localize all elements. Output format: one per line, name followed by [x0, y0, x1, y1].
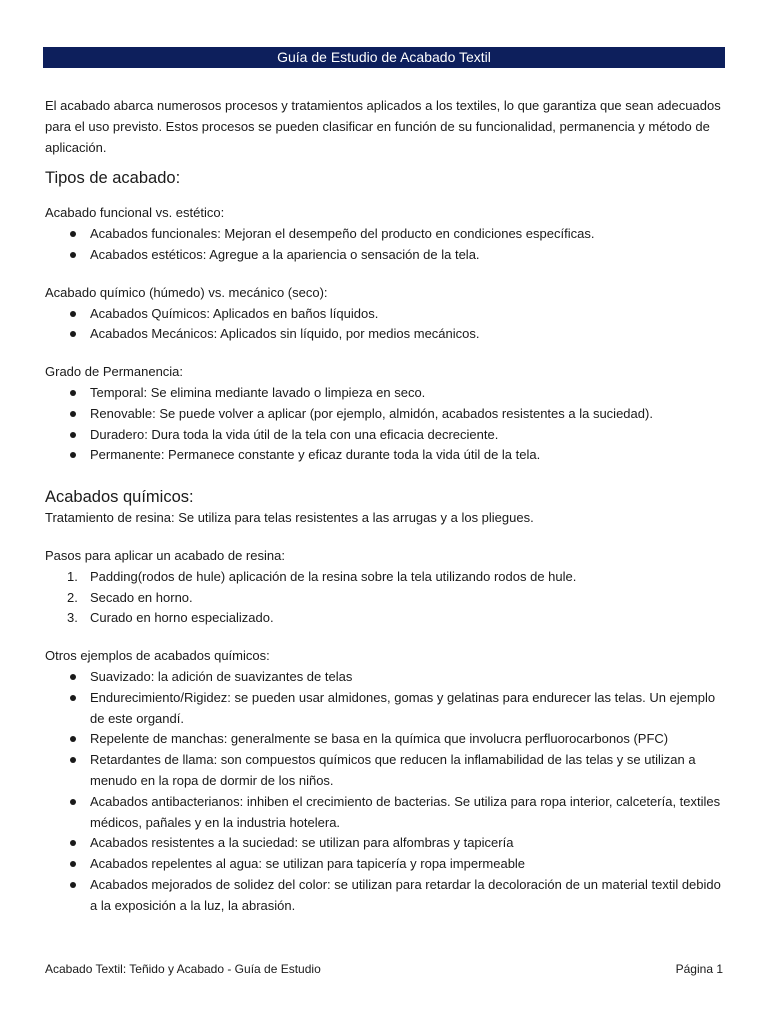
list-item: 3. Curado en horno especializado. — [45, 608, 721, 629]
step-number: 2. — [67, 589, 78, 605]
quimicos-heading: Acabados químicos: — [45, 488, 194, 507]
list-item: 1. Padding(rodos de hule) aplicación de la resina sobre la tela utilizando rodos de hule. — [45, 567, 721, 588]
intro-paragraph: El acabado abarca numerosos procesos y tratamientos aplicados a los textiles, lo que garantiza que sean adecuados para el uso previsto. Estos procesos se pueden clasificar en función de su funcionalidad, permanencia y método de aplicación. — [45, 98, 721, 155]
document-title: Guía de Estudio de Acabado Textil — [43, 47, 725, 68]
list-item: Acabados Químicos: Aplicados en baños líquidos. — [45, 304, 721, 325]
list-item: 2. Secado en horno. — [45, 588, 721, 609]
list-item: Acabados Mecánicos: Aplicados sin líquido, por medios mecánicos. — [45, 324, 721, 345]
list-item: Acabados mejorados de solidez del color: se utilizan para retardar la decoloración de un material textil debido a la exposición a la luz, la abrasión. — [45, 875, 721, 917]
section-otros-title: Otros ejemplos de acabados químicos: — [45, 648, 270, 664]
section-permanencia-title: Grado de Permanencia: — [45, 364, 184, 380]
list-item: Repelente de manchas: generalmente se basa en la química que involucra perfluorocarbonos (PFC) — [45, 729, 721, 750]
step-number: 3. — [67, 610, 78, 626]
tipos-heading: Tipos de acabado: — [45, 169, 181, 188]
resin-paragraph: Tratamiento de resina: Se utiliza para telas resistentes a las arrugas y a los pliegues. — [45, 510, 534, 526]
otros-list — [45, 667, 721, 917]
permanencia-list — [45, 383, 721, 466]
page-number: Página 1 — [675, 962, 723, 976]
list-item: Acabados funcionales: Mejoran el desempeño del producto en condiciones específicas. — [45, 224, 721, 245]
list-item: Acabados repelentes al agua: se utilizan para tapicería y ropa impermeable — [45, 854, 721, 875]
list-item: Endurecimiento/Rigidez: se pueden usar almidones, gomas y gelatinas para endurecer las telas. Un ejemplo de este organdí. — [45, 688, 721, 730]
list-item: Retardantes de llama: son compuestos químicos que reducen la inflamabilidad de las telas y se utilizan a menudo en la ropa de dormir de los niños. — [45, 750, 721, 792]
list-item: Duradero: Dura toda la vida útil de la tela con una eficacia decreciente. — [45, 425, 721, 446]
list-item: Permanente: Permanece constante y eficaz durante toda la vida útil de la tela. — [45, 445, 721, 466]
list-item: Acabados antibacterianos: inhiben el crecimiento de bacterias. Se utiliza para ropa interior, calcetería, textiles médicos, pañales y en la industria hotelera. — [45, 792, 721, 834]
footer-title: Acabado Textil: Teñido y Acabado - Guía de Estudio — [45, 962, 321, 976]
section-funcional-title: Acabado funcional vs. estético: — [45, 205, 225, 221]
document-body — [45, 96, 721, 917]
page-footer — [45, 960, 723, 978]
funcional-list — [45, 224, 721, 266]
section-quimico-mecanico-title: Acabado químico (húmedo) vs. mecánico (seco): — [45, 284, 328, 300]
list-item: Suavizado: la adición de suavizantes de telas — [45, 667, 721, 688]
list-item: Temporal: Se elimina mediante lavado o limpieza en seco. — [45, 383, 721, 404]
quimico-mecanico-list — [45, 304, 721, 346]
list-item: Renovable: Se puede volver a aplicar (por ejemplo, almidón, acabados resistentes a la suciedad). — [45, 404, 721, 425]
step-number: 1. — [67, 568, 78, 584]
list-item: Acabados resistentes a la suciedad: se utilizan para alfombras y tapicería — [45, 833, 721, 854]
pasos-list — [45, 567, 721, 629]
section-pasos-title: Pasos para aplicar un acabado de resina: — [45, 547, 285, 563]
list-item: Acabados estéticos: Agregue a la apariencia o sensación de la tela. — [45, 245, 721, 266]
